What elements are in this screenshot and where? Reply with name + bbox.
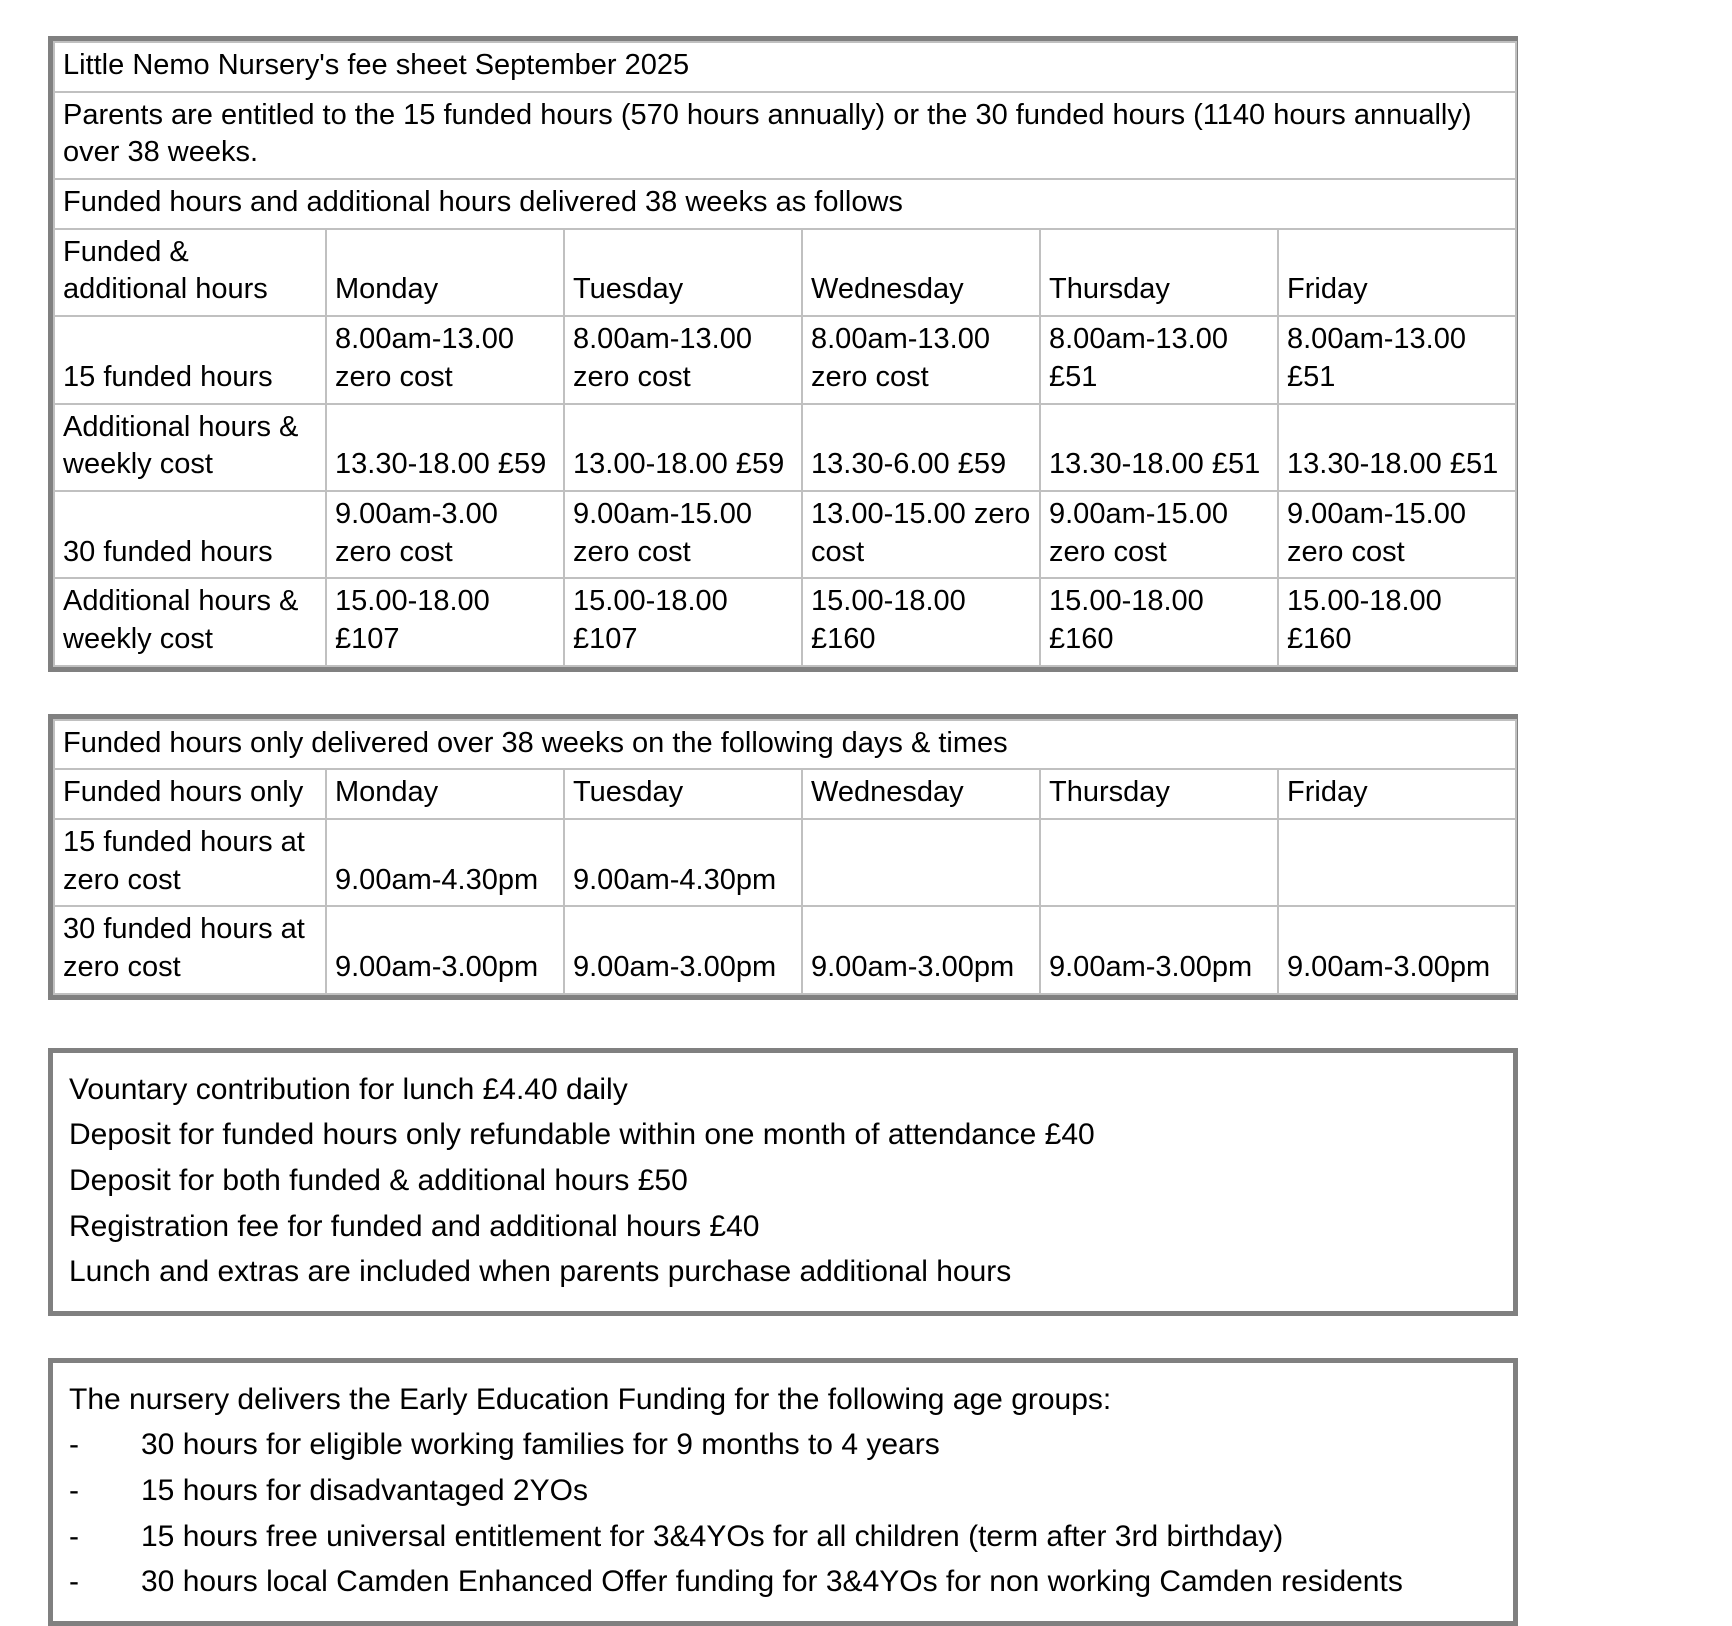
intro-paragraph: Parents are entitled to the 15 funded hours (570 hours annually) or the 30 funded hours (1140 hours annually) over 38 weeks. (54, 92, 1516, 179)
table-row (54, 404, 1516, 491)
table1-cell-additional30-tuesday: 15.00-18.00 £107 (564, 578, 802, 665)
table1-cell-additional30-wednesday: 15.00-18.00 £160 (802, 578, 1040, 665)
table1-corner-label: Funded & additional hours (54, 229, 326, 316)
table1-cell-30funded-friday: 9.00am-15.00 zero cost (1278, 491, 1516, 578)
table1-row-label-additional-15: Additional hours & weekly cost (54, 404, 326, 491)
table2-day-header-wednesday: Wednesday (802, 769, 1040, 819)
table2-cell-15funded-monday: 9.00am-4.30pm (326, 819, 564, 906)
table1-cell-additional30-monday: 15.00-18.00 £107 (326, 578, 564, 665)
table-row (54, 491, 1516, 578)
table2-cell-30funded-monday: 9.00am-3.00pm (326, 906, 564, 993)
fees-notes-block (48, 1048, 1518, 1316)
bullet-marker: - (69, 1428, 79, 1462)
bullet-marker: - (69, 1565, 79, 1599)
table2-cell-30funded-thursday: 9.00am-3.00pm (1040, 906, 1278, 993)
table1-day-header-monday: Monday (326, 229, 564, 316)
table1-cell-30funded-wednesday: 13.00-15.00 zero cost (802, 491, 1040, 578)
block-spacer (48, 1000, 1684, 1048)
table1-cell-15funded-tuesday: 8.00am-13.00 zero cost (564, 316, 802, 403)
table1-day-header-thursday: Thursday (1040, 229, 1278, 316)
page-title: Little Nemo Nursery's fee sheet September 2025 (54, 42, 1516, 92)
bullet-marker: - (69, 1519, 79, 1553)
table1-cell-additional15-wednesday: 13.30-6.00 £59 (802, 404, 1040, 491)
table2-day-header-friday: Friday (1278, 769, 1516, 819)
table-row (54, 578, 1516, 665)
table2-cell-15funded-tuesday: 9.00am-4.30pm (564, 819, 802, 906)
table1-section-heading: Funded hours and additional hours delivered 38 weeks as follows (54, 179, 1516, 229)
funding-bullet-text: 15 hours for disadvantaged 2YOs (141, 1473, 588, 1507)
fees-note-line: Registration fee for funded and additional hours £40 (69, 1209, 760, 1243)
table1-section-heading-row (54, 179, 1516, 229)
table2-section-heading-row (54, 720, 1516, 770)
funded-hours-only-block (48, 714, 1518, 1000)
table2-day-header-tuesday: Tuesday (564, 769, 802, 819)
table1-cell-additional30-thursday: 15.00-18.00 £160 (1040, 578, 1278, 665)
table1-cell-15funded-wednesday: 8.00am-13.00 zero cost (802, 316, 1040, 403)
funded-hours-only-table (53, 719, 1517, 995)
funding-bullet-text: 30 hours local Camden Enhanced Offer funding for 3&4YOs for non working Camden residents (141, 1565, 1403, 1599)
table2-cell-15funded-thursday (1040, 819, 1278, 906)
table1-row-label-15-funded: 15 funded hours (54, 316, 326, 403)
table1-day-header-friday: Friday (1278, 229, 1516, 316)
list-item (69, 1514, 1497, 1560)
table2-day-header-thursday: Thursday (1040, 769, 1278, 819)
list-item (69, 1559, 1497, 1605)
intro-row (54, 92, 1516, 179)
table2-cell-30funded-wednesday: 9.00am-3.00pm (802, 906, 1040, 993)
fees-note-line: Vountary contribution for lunch £4.40 daily (69, 1072, 628, 1106)
table1-day-header-wednesday: Wednesday (802, 229, 1040, 316)
fees-note-line: Lunch and extras are included when parents purchase additional hours (69, 1255, 1012, 1289)
table1-cell-additional30-friday: 15.00-18.00 £160 (1278, 578, 1516, 665)
table1-row-label-30-funded: 30 funded hours (54, 491, 326, 578)
main-fee-table-block (48, 36, 1518, 672)
table1-cell-additional15-thursday: 13.30-18.00 £51 (1040, 404, 1278, 491)
list-item (69, 1468, 1497, 1514)
table-row (54, 906, 1516, 993)
fees-note-line: Deposit for funded hours only refundable within one month of attendance £40 (69, 1118, 1095, 1152)
table2-row-label-15-funded: 15 funded hours at zero cost (54, 819, 326, 906)
table2-section-heading: Funded hours only delivered over 38 weeks on the following days & times (54, 720, 1516, 770)
table-row (54, 819, 1516, 906)
table1-cell-additional15-tuesday: 13.00-18.00 £59 (564, 404, 802, 491)
table1-day-header-tuesday: Tuesday (564, 229, 802, 316)
table2-day-header-monday: Monday (326, 769, 564, 819)
fees-note-line: Deposit for both funded & additional hours £50 (69, 1163, 688, 1197)
table2-row-label-30-funded: 30 funded hours at zero cost (54, 906, 326, 993)
table1-row-label-additional-30: Additional hours & weekly cost (54, 578, 326, 665)
table2-header-row (54, 769, 1516, 819)
main-fee-table (53, 41, 1517, 667)
list-item (69, 1422, 1497, 1468)
table2-corner-label: Funded hours only (54, 769, 326, 819)
block-spacer (48, 672, 1684, 714)
table2-cell-30funded-tuesday: 9.00am-3.00pm (564, 906, 802, 993)
funding-notes-heading: The nursery delivers the Early Education Funding for the following age groups: (69, 1382, 1112, 1416)
funding-bullet-text: 15 hours free universal entitlement for 3&4YOs for all children (term after 3rd birthday) (141, 1519, 1284, 1553)
table1-cell-additional15-friday: 13.30-18.00 £51 (1278, 404, 1516, 491)
document-title-row (54, 42, 1516, 92)
table1-cell-30funded-tuesday: 9.00am-15.00 zero cost (564, 491, 802, 578)
table1-cell-15funded-friday: 8.00am-13.00 £51 (1278, 316, 1516, 403)
table1-cell-15funded-thursday: 8.00am-13.00 £51 (1040, 316, 1278, 403)
table2-cell-30funded-friday: 9.00am-3.00pm (1278, 906, 1516, 993)
table2-cell-15funded-wednesday (802, 819, 1040, 906)
table1-cell-30funded-monday: 9.00am-3.00 zero cost (326, 491, 564, 578)
table1-header-row (54, 229, 1516, 316)
table1-cell-15funded-monday: 8.00am-13.00 zero cost (326, 316, 564, 403)
block-spacer (48, 1316, 1684, 1358)
funding-age-groups-block (48, 1358, 1518, 1626)
table1-cell-additional15-monday: 13.30-18.00 £59 (326, 404, 564, 491)
bullet-marker: - (69, 1473, 79, 1507)
table-row (54, 316, 1516, 403)
funding-bullet-text: 30 hours for eligible working families for 9 months to 4 years (141, 1428, 940, 1462)
table1-cell-30funded-thursday: 9.00am-15.00 zero cost (1040, 491, 1278, 578)
table2-cell-15funded-friday (1278, 819, 1516, 906)
